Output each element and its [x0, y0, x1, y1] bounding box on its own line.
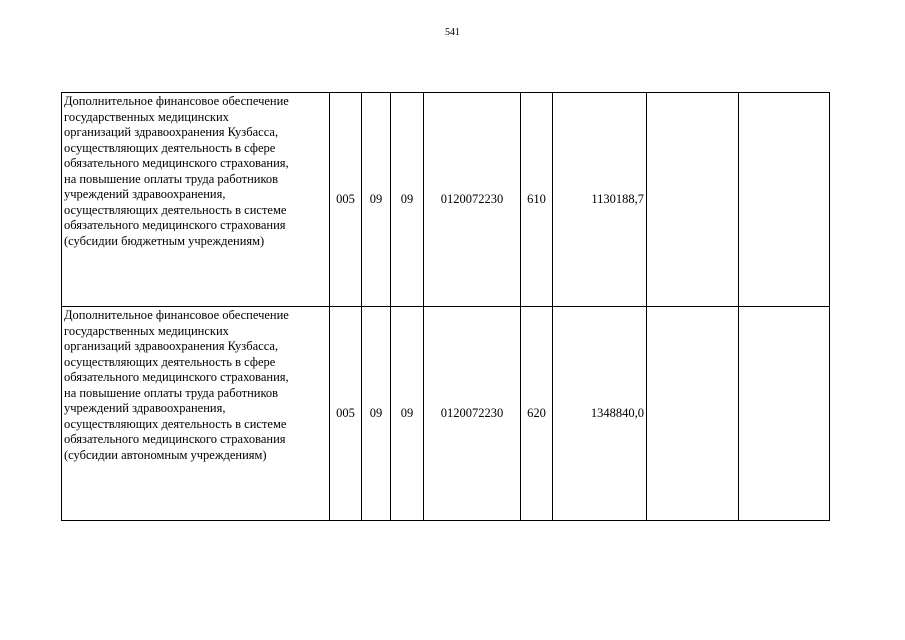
description-line: обязательного медицинского страхования [64, 218, 286, 232]
description-line: осуществляющих деятельность в системе [64, 202, 287, 217]
description-line: обязательного медицинского страхования, [64, 370, 289, 384]
ministry-code-cell: 005 [330, 93, 362, 307]
description-line: Дополнительное финансовое обеспечение [64, 94, 289, 108]
budget-table [61, 92, 830, 521]
empty-cell [647, 93, 739, 307]
empty-cell [739, 93, 830, 307]
amount-cell: 1130188,7 [553, 93, 647, 307]
description-line: учреждений здравоохранения, [64, 401, 226, 415]
subsection-code-cell: 09 [391, 93, 424, 307]
description-line: обязательного медицинского страхования [64, 432, 286, 446]
amount-cell: 1348840,0 [553, 307, 647, 521]
description-line: обязательного медицинского страхования, [64, 156, 289, 170]
description-line: учреждений здравоохранения, [64, 187, 226, 201]
row-description [62, 307, 330, 521]
subsection-code-cell: 09 [391, 307, 424, 521]
expense-type-cell: 620 [521, 307, 553, 521]
target-article-cell: 0120072230 [424, 93, 521, 307]
description-line: Дополнительное финансовое обеспечение [64, 308, 289, 322]
section-code-cell: 09 [362, 93, 391, 307]
table-row [62, 307, 830, 521]
description-line: осуществляющих деятельность в системе [64, 416, 287, 431]
description-line: на повышение оплаты труда работников [64, 385, 279, 400]
row-description [62, 93, 330, 307]
description-line: на повышение оплаты труда работников [64, 171, 279, 186]
description-line: организаций здравоохранения Кузбасса, [64, 125, 279, 139]
description-line: осуществляющих деятельность в сфере [64, 140, 276, 155]
table-row [62, 93, 830, 307]
description-line: государственных медицинских [64, 323, 229, 338]
empty-cell [739, 307, 830, 521]
description-line: государственных медицинских [64, 109, 229, 124]
section-code-cell: 09 [362, 307, 391, 521]
target-article-cell: 0120072230 [424, 307, 521, 521]
empty-cell [647, 307, 739, 521]
description-line: (субсидии автономным учреждениям) [64, 447, 267, 462]
ministry-code-cell: 005 [330, 307, 362, 521]
page-number: 541 [445, 27, 460, 38]
expense-type-cell: 610 [521, 93, 553, 307]
description-line: организаций здравоохранения Кузбасса, [64, 339, 279, 353]
description-line: (субсидии бюджетным учреждениям) [64, 233, 265, 248]
description-line: осуществляющих деятельность в сфере [64, 354, 276, 369]
